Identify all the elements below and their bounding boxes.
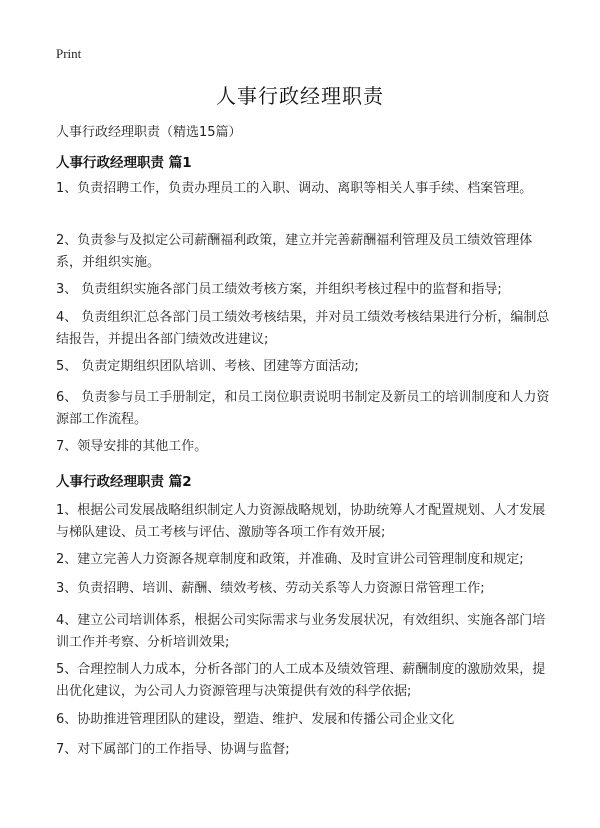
section-heading-1: 人事行政经理职责 篇1 — [56, 155, 192, 171]
section-2-item-5: 5、合理控制人力成本，分析各部门的人工成本及绩效管理、薪酬制度的激励效果，提出优化建议，为公司人力资源管理与决策提供有效的科学依据; — [56, 662, 546, 699]
section-2-item-1: 1、根据公司发展战略组织制定人力资源战略规划，协助统筹人才配置规划、人才发展与梯队建设、员工考核与评估、激励等各项工作有效开展; — [56, 503, 546, 540]
section-1-item-5: 5、 负责定期组织团队培训、考核、团建等方面活动; — [56, 359, 359, 374]
page-title: 人事行政经理职责 — [216, 84, 384, 108]
section-2-item-7: 7、对下属部门的工作指导、协调与监督; — [56, 742, 290, 757]
section-1-item-1: 1、负责招聘工作，负责办理员工的入职、调动、离职等相关人事手续、档案管理。 — [56, 181, 533, 196]
section-1-item-4: 4、 负责组织汇总各部门员工绩效考核结果，并对员工绩效考核结果进行分析，编制总结报告，并提出各部门绩效改进建议; — [56, 310, 550, 347]
section-1-item-6: 6、 负责参与员工手册制定，和员工岗位职责说明书制定及新员工的培训制度和人力资源部工作流程。 — [56, 390, 550, 427]
section-heading-2: 人事行政经理职责 篇2 — [56, 474, 192, 490]
document-subtitle: 人事行政经理职责（精选15篇） — [56, 125, 242, 140]
section-2-item-2: 2、建立完善人力资源各规章制度和政策，并准确、及时宣讲公司管理制度和规定; — [56, 552, 524, 567]
section-2-item-4: 4、建立公司培训体系，根据公司实际需求与业务发展状况，有效组织、实施各部门培训工作并考察、分析培训效果; — [56, 613, 546, 650]
print-label[interactable]: Print — [56, 46, 82, 61]
section-2-item-6: 6、协助推进管理团队的建设，塑造、维护、发展和传播公司企业文化 — [56, 712, 455, 727]
section-1-item-2: 2、负责参与及拟定公司薪酬福利政策，建立并完善薪酬福利管理及员工绩效管理体系，并组织实施。 — [56, 233, 533, 270]
section-1-item-7: 7、领导安排的其他工作。 — [56, 439, 208, 454]
section-2-item-3: 3、负责招聘、培训、薪酬、绩效考核、劳动关系等人力资源日常管理工作; — [56, 581, 485, 596]
section-1-item-3: 3、 负责组织实施各部门员工绩效考核方案，并组织考核过程中的监督和指导; — [56, 282, 502, 297]
